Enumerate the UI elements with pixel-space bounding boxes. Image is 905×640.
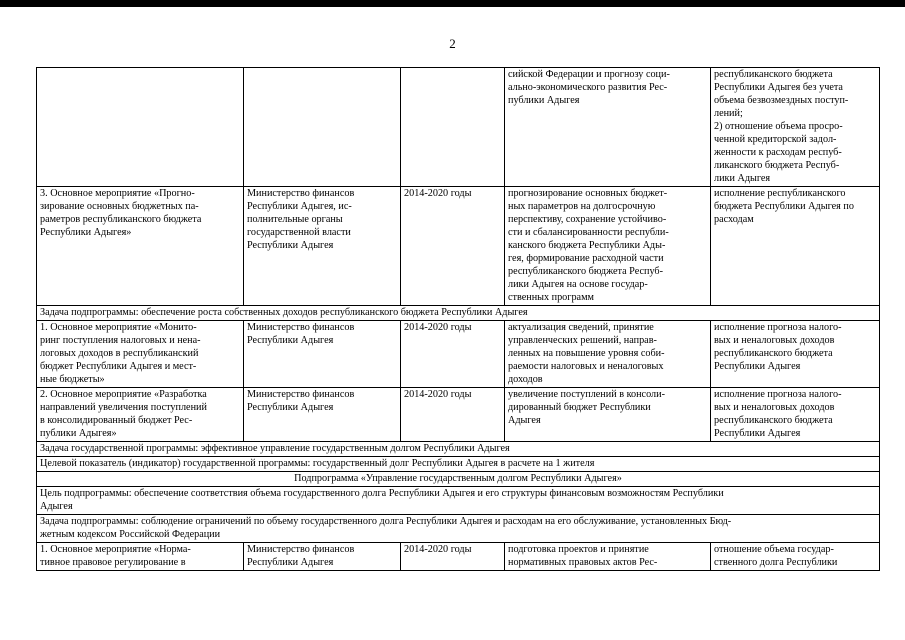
cell-period: 2014-2020 годы	[401, 543, 505, 571]
table-row-continuation	[37, 68, 880, 187]
subprogram-task: Задача подпрограммы: обеспечение роста собственных доходов республиканского бюджета Республики Адыгея	[37, 306, 880, 321]
cell-result: прогнозирование основных бюджет- ных параметров на долгосрочную перспективу, сохранение устойчиво- сти и сбалансированности республи- канского бюджета Республики Ады- гея, формирование расходной части республиканского бюджета Респуб- лики Адыгея на основе государ- ственных программ	[505, 187, 711, 306]
table-row-subprogram	[37, 472, 880, 487]
cell-event	[37, 68, 244, 187]
cell-indicator: отношение объема государ- ственного долга Республики	[711, 543, 880, 571]
subprogram-task: Задача подпрограммы: соблюдение ограничений по объему государственного долга Республики Адыгея и расходам на его обслуживание, установленных Бюд- жетным кодексом Российской Федерации	[37, 515, 880, 543]
page-number: 2	[449, 36, 456, 51]
table-row-task	[37, 442, 880, 457]
table-row-event-1	[37, 321, 880, 388]
cell-executor: Министерство финансов Республики Адыгея	[244, 543, 401, 571]
cell-executor: Министерство финансов Республики Адыгея	[244, 321, 401, 388]
program-table	[36, 67, 880, 571]
cell-result: актуализация сведений, принятие управленческих решений, направ- ленных на повышение уровня соби- раемости налоговых и неналоговых доходов	[505, 321, 711, 388]
cell-indicator: исполнение республиканского бюджета Республики Адыгея по расходам	[711, 187, 880, 306]
cell-period	[401, 68, 505, 187]
table-row-event-1-debt	[37, 543, 880, 571]
subprogram-title: Подпрограмма «Управление государственным долгом Республики Адыгея»	[37, 472, 880, 487]
table-row-event-3	[37, 187, 880, 306]
cell-period: 2014-2020 годы	[401, 388, 505, 442]
cell-indicator: республиканского бюджета Республики Адыгея без учета объема безвозмездных поступ- лений; 2) отношение объема просро- ченной кредиторской задол- женности к расходам респуб- ликанского бюджета Респуб- лики Адыгея	[711, 68, 880, 187]
cell-event: 1. Основное мероприятие «Монито- ринг поступления налоговых и нена- логовых доходов в республиканский бюджет Республики Адыгея и мест- ные бюджеты»	[37, 321, 244, 388]
cell-indicator: исполнение прогноза налого- вых и неналоговых доходов республиканского бюджета Республики Адыгея	[711, 321, 880, 388]
cell-executor	[244, 68, 401, 187]
cell-executor: Министерство финансов Республики Адыгея	[244, 388, 401, 442]
table-row-goal	[37, 487, 880, 515]
table-row-indicator	[37, 457, 880, 472]
cell-event: 1. Основное мероприятие «Норма- тивное правовое регулирование в	[37, 543, 244, 571]
target-indicator: Целевой показатель (индикатор) государственной программы: государственный долг Республики Адыгея в расчете на 1 жителя	[37, 457, 880, 472]
cell-period: 2014-2020 годы	[401, 321, 505, 388]
cell-indicator: исполнение прогноза налого- вых и неналоговых доходов республиканского бюджета Республики Адыгея	[711, 388, 880, 442]
table-row-event-2	[37, 388, 880, 442]
subprogram-goal: Цель подпрограммы: обеспечение соответствия объема государственного долга Республики Адыгея и его структуры финансовым возможностям Республики Адыгея	[37, 487, 880, 515]
cell-result: увеличение поступлений в консоли- дированный бюджет Республики Адыгея	[505, 388, 711, 442]
cell-result: сийской Федерации и прогнозу соци- ально-экономического развития Рес- публики Адыгея	[505, 68, 711, 187]
cell-event: 3. Основное мероприятие «Прогно- зирование основных бюджетных па- раметров республиканского бюджета Республики Адыгея»	[37, 187, 244, 306]
cell-executor: Министерство финансов Республики Адыгея, ис- полнительные органы государственной власти Республики Адыгея	[244, 187, 401, 306]
cell-event: 2. Основное мероприятие «Разработка направлений увеличения поступлений в консолидированный бюджет Рес- публики Адыгея»	[37, 388, 244, 442]
cell-period: 2014-2020 годы	[401, 187, 505, 306]
state-program-task: Задача государственной программы: эффективное управление государственным долгом Республики Адыгея	[37, 442, 880, 457]
cell-result: подготовка проектов и принятие нормативных правовых актов Рес-	[505, 543, 711, 571]
table-row-task	[37, 515, 880, 543]
scan-edge	[0, 0, 905, 7]
table-row-task	[37, 306, 880, 321]
